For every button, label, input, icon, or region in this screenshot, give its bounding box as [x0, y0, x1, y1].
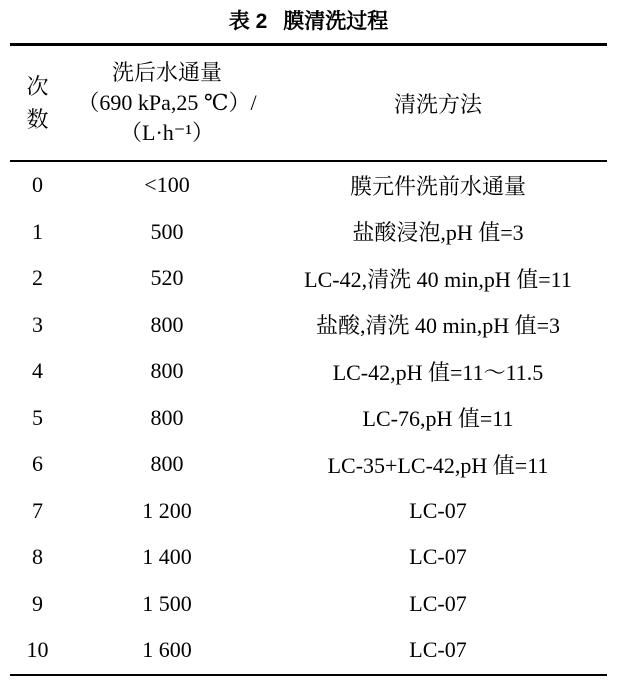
table-title — [10, 0, 607, 35]
method-cell: LC-35+LC-42,pH 值=11 — [327, 452, 549, 478]
table-row — [10, 161, 607, 209]
table-row — [10, 209, 607, 256]
flux-cell: 800 — [150, 311, 184, 337]
flux-cell: 520 — [150, 265, 184, 291]
table-row — [10, 627, 607, 675]
cycle-cell: 2 — [32, 265, 43, 291]
flux-header-line-3: （L·h⁻¹） — [120, 120, 214, 145]
method-cell: LC-42,清洗 40 min,pH 值=11 — [304, 266, 572, 292]
table-number: 表 2 — [228, 10, 268, 33]
cycle-cell: 8 — [32, 544, 43, 570]
cycle-count-header-line-2: 数 — [26, 107, 49, 132]
cycle-count-header-line-1: 次 — [26, 74, 49, 99]
header-row — [10, 45, 607, 162]
cycle-cell: 7 — [32, 497, 43, 523]
cycle-cell: 6 — [32, 451, 43, 477]
table-title-text: 膜清洗过程 — [283, 10, 389, 33]
table-row — [10, 255, 607, 302]
flux-header — [65, 45, 269, 162]
flux-cell: 1 500 — [142, 590, 192, 616]
membrane-cleaning-table — [10, 43, 607, 676]
flux-cell: <100 — [144, 172, 190, 198]
flux-cell: 500 — [150, 218, 184, 244]
table-row — [10, 395, 607, 442]
flux-cell: 800 — [150, 451, 184, 477]
table-header — [10, 45, 607, 162]
method-cell: LC-07 — [409, 497, 467, 523]
method-cell: LC-07 — [409, 637, 467, 663]
cycle-count-header — [10, 45, 65, 162]
table-row — [10, 488, 607, 535]
flux-header-line-2: （690 kPa,25 ℃）/ — [77, 90, 257, 115]
table-row — [10, 581, 607, 628]
cycle-cell: 5 — [32, 404, 43, 430]
table-row — [10, 441, 607, 488]
method-cell: LC-76,pH 值=11 — [362, 406, 514, 432]
method-cell: 膜元件洗前水通量 — [349, 173, 526, 199]
method-cell: LC-07 — [409, 544, 467, 570]
cycle-cell: 9 — [32, 590, 43, 616]
table-row — [10, 348, 607, 395]
table-body — [10, 161, 607, 675]
table-row — [10, 302, 607, 349]
cycle-cell: 1 — [32, 218, 43, 244]
flux-cell: 1 200 — [142, 497, 192, 523]
flux-cell: 1 600 — [142, 637, 192, 663]
flux-cell: 800 — [150, 358, 184, 384]
cycle-cell: 4 — [32, 358, 43, 384]
cycle-cell: 3 — [32, 311, 43, 337]
method-cell: LC-07 — [409, 590, 467, 616]
flux-cell: 800 — [150, 404, 184, 430]
cycle-cell: 0 — [32, 172, 43, 198]
flux-header-line-1: 洗后水通量 — [111, 60, 222, 85]
table-row — [10, 534, 607, 581]
method-cell: 盐酸,清洗 40 min,pH 值=3 — [315, 313, 561, 339]
cycle-cell: 10 — [26, 637, 49, 663]
flux-cell: 1 400 — [142, 544, 192, 570]
method-header: 清洗方法 — [269, 45, 607, 162]
method-cell: LC-42,pH 值=11～11.5 — [332, 359, 544, 385]
method-cell: 盐酸浸泡,pH 值=3 — [352, 220, 524, 246]
